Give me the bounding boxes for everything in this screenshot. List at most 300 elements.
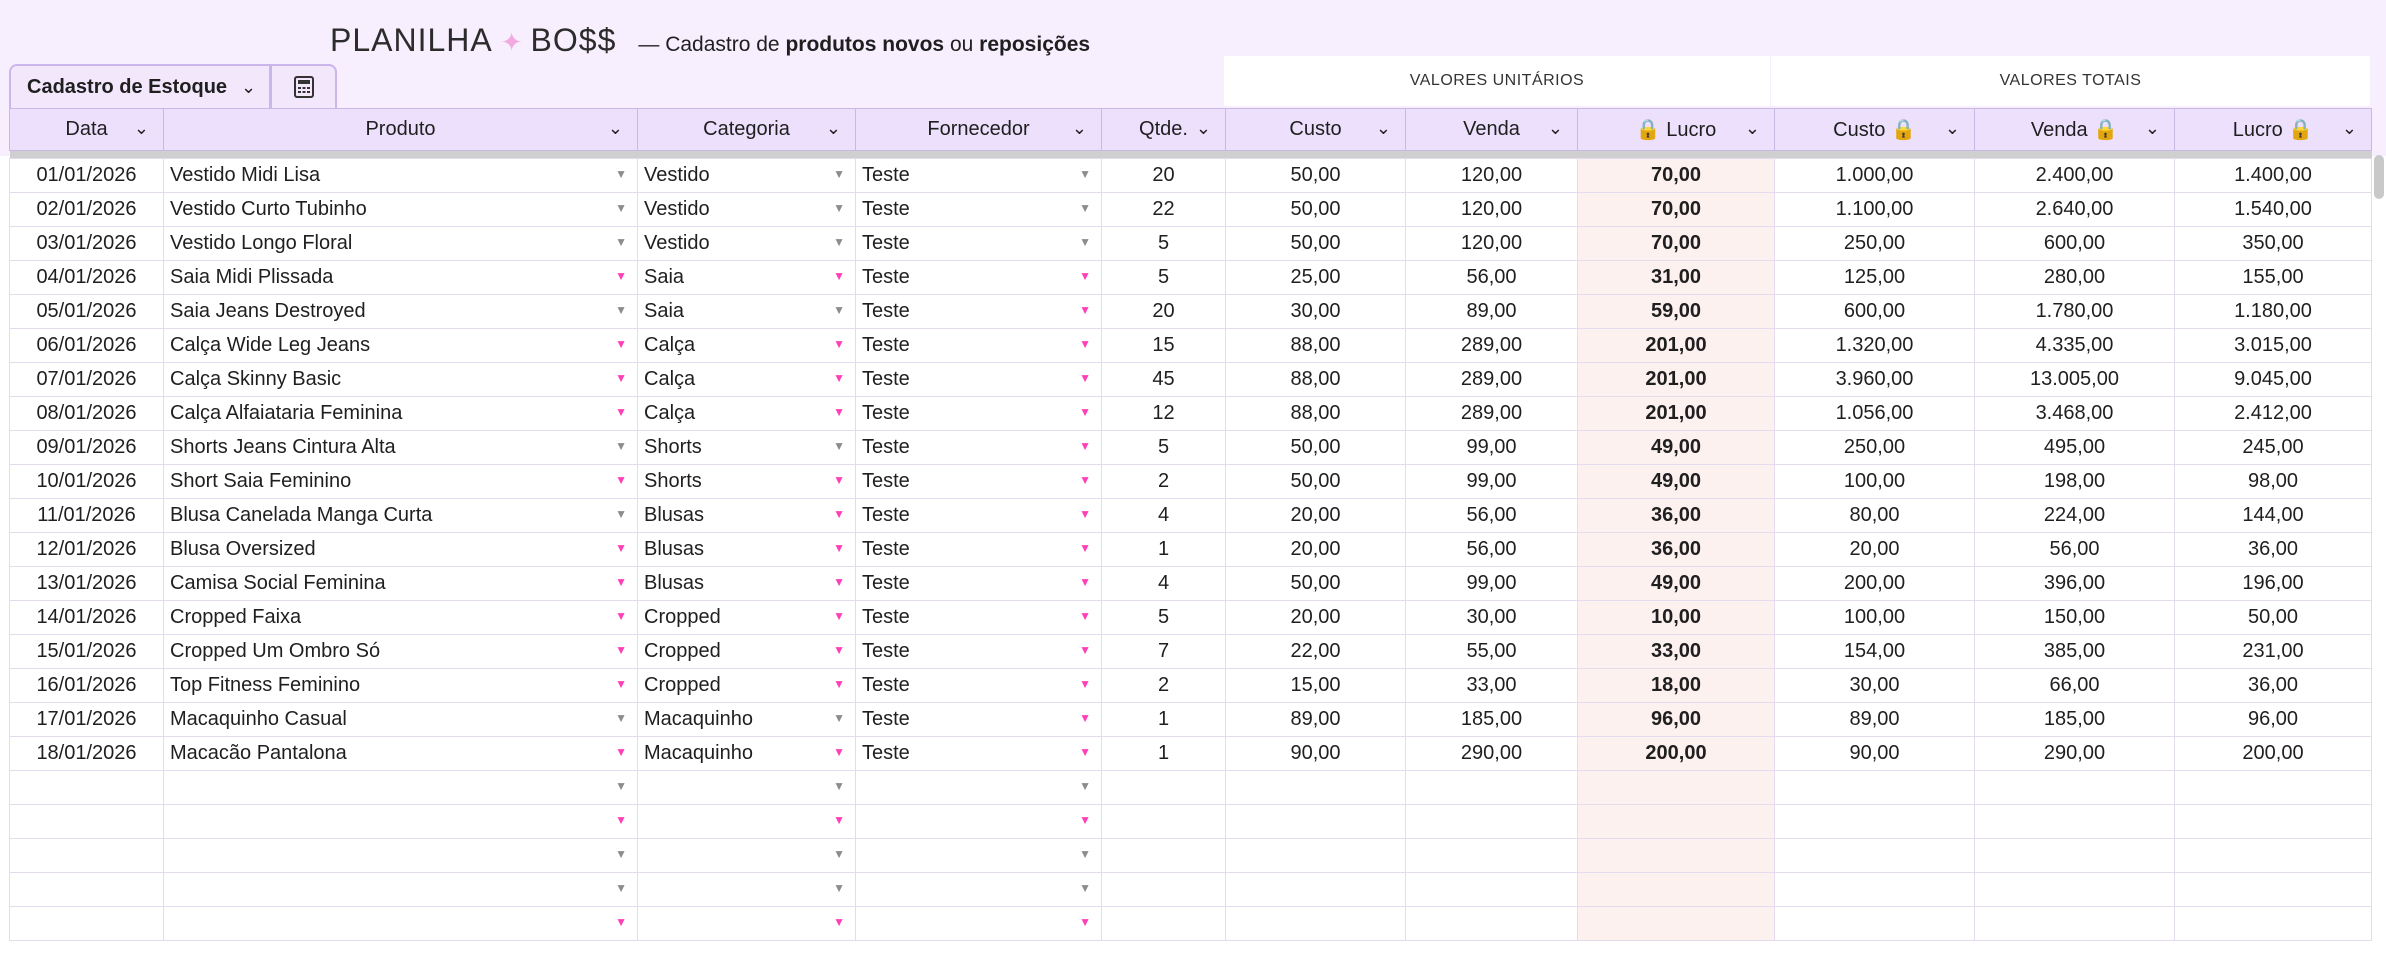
dropdown-arrow-icon[interactable]: ▼ [833,405,845,419]
cell-venda_total[interactable] [1975,873,2175,907]
cell-categoria[interactable] [638,907,856,941]
cell-qtde[interactable] [1102,227,1226,261]
dropdown-arrow-icon[interactable]: ▼ [1079,439,1091,453]
dropdown-arrow-icon[interactable]: ▼ [615,303,627,317]
cell-categoria[interactable] [638,295,856,329]
cell-categoria[interactable] [638,193,856,227]
cell-lucro_total[interactable] [2175,261,2372,295]
cell-produto[interactable] [164,363,638,397]
cell-fornecedor[interactable] [856,363,1102,397]
cell-custo[interactable] [1226,465,1406,499]
cell-fornecedor[interactable] [856,499,1102,533]
cell-venda[interactable] [1406,431,1578,465]
cell-custo_total[interactable] [1775,533,1975,567]
cell-data[interactable] [10,669,164,703]
cell-lucro[interactable] [1578,771,1775,805]
cell-custo[interactable] [1226,329,1406,363]
cell-fornecedor[interactable] [856,839,1102,873]
cell-qtde[interactable] [1102,159,1226,193]
cell-custo_total[interactable] [1775,227,1975,261]
dropdown-arrow-icon[interactable]: ▼ [615,235,627,249]
cell-lucro_total[interactable] [2175,329,2372,363]
dropdown-arrow-icon[interactable]: ▼ [615,507,627,521]
cell-data[interactable] [10,635,164,669]
cell-lucro_total[interactable] [2175,873,2372,907]
cell-produto[interactable] [164,635,638,669]
sheet-tab-estoque[interactable] [9,64,271,108]
cell-data[interactable] [10,805,164,839]
cell-data[interactable] [10,873,164,907]
cell-qtde[interactable] [1102,295,1226,329]
cell-data[interactable] [10,907,164,941]
cell-lucro[interactable] [1578,227,1775,261]
cell-lucro[interactable] [1578,635,1775,669]
cell-data[interactable] [10,329,164,363]
cell-venda_total[interactable] [1975,703,2175,737]
cell-venda[interactable] [1406,771,1578,805]
cell-qtde[interactable] [1102,839,1226,873]
cell-qtde[interactable] [1102,533,1226,567]
dropdown-arrow-icon[interactable]: ▼ [1079,371,1091,385]
column-header-produto[interactable] [164,109,638,151]
dropdown-arrow-icon[interactable]: ▼ [833,337,845,351]
cell-lucro[interactable] [1578,159,1775,193]
cell-qtde[interactable] [1102,261,1226,295]
dropdown-arrow-icon[interactable]: ▼ [1079,745,1091,759]
cell-venda[interactable] [1406,227,1578,261]
dropdown-arrow-icon[interactable]: ▼ [1079,609,1091,623]
filter-chevron-icon[interactable]: ⌄ [1195,118,1211,138]
dropdown-arrow-icon[interactable]: ▼ [1079,269,1091,283]
cell-produto[interactable] [164,465,638,499]
cell-fornecedor[interactable] [856,805,1102,839]
cell-venda_total[interactable] [1975,295,2175,329]
dropdown-arrow-icon[interactable]: ▼ [833,847,845,861]
cell-custo_total[interactable] [1775,295,1975,329]
cell-custo_total[interactable] [1775,703,1975,737]
cell-data[interactable] [10,397,164,431]
cell-custo[interactable] [1226,771,1406,805]
cell-custo_total[interactable] [1775,873,1975,907]
cell-lucro_total[interactable] [2175,499,2372,533]
cell-lucro[interactable] [1578,465,1775,499]
cell-data[interactable] [10,227,164,261]
cell-data[interactable] [10,431,164,465]
cell-venda[interactable] [1406,465,1578,499]
dropdown-arrow-icon[interactable]: ▼ [1079,235,1091,249]
dropdown-arrow-icon[interactable]: ▼ [833,813,845,827]
cell-categoria[interactable] [638,431,856,465]
dropdown-arrow-icon[interactable]: ▼ [1079,507,1091,521]
cell-lucro_total[interactable] [2175,635,2372,669]
cell-fornecedor[interactable] [856,329,1102,363]
cell-venda[interactable] [1406,261,1578,295]
cell-venda[interactable] [1406,363,1578,397]
dropdown-arrow-icon[interactable]: ▼ [1079,915,1091,929]
dropdown-arrow-icon[interactable]: ▼ [615,609,627,623]
cell-produto[interactable] [164,907,638,941]
dropdown-arrow-icon[interactable]: ▼ [833,371,845,385]
cell-custo_total[interactable] [1775,363,1975,397]
cell-produto[interactable] [164,737,638,771]
cell-fornecedor[interactable] [856,703,1102,737]
cell-lucro_total[interactable] [2175,805,2372,839]
cell-lucro_total[interactable] [2175,567,2372,601]
cell-lucro_total[interactable] [2175,533,2372,567]
vertical-scrollbar[interactable] [2374,155,2384,199]
cell-custo[interactable] [1226,601,1406,635]
cell-venda_total[interactable] [1975,193,2175,227]
cell-lucro[interactable] [1578,567,1775,601]
cell-produto[interactable] [164,703,638,737]
cell-venda_total[interactable] [1975,499,2175,533]
cell-custo_total[interactable] [1775,601,1975,635]
cell-produto[interactable] [164,533,638,567]
cell-custo[interactable] [1226,839,1406,873]
dropdown-arrow-icon[interactable]: ▼ [833,439,845,453]
cell-lucro[interactable] [1578,533,1775,567]
column-header-categoria[interactable] [638,109,856,151]
cell-venda[interactable] [1406,499,1578,533]
dropdown-arrow-icon[interactable]: ▼ [833,167,845,181]
cell-data[interactable] [10,567,164,601]
dropdown-arrow-icon[interactable]: ▼ [833,235,845,249]
cell-lucro_total[interactable] [2175,363,2372,397]
dropdown-arrow-icon[interactable]: ▼ [615,575,627,589]
cell-lucro_total[interactable] [2175,295,2372,329]
cell-produto[interactable] [164,431,638,465]
cell-qtde[interactable] [1102,771,1226,805]
cell-qtde[interactable] [1102,703,1226,737]
filter-chevron-icon[interactable]: ⌄ [1547,118,1563,138]
cell-produto[interactable] [164,295,638,329]
dropdown-arrow-icon[interactable]: ▼ [833,915,845,929]
column-header-data[interactable] [10,109,164,151]
dropdown-arrow-icon[interactable]: ▼ [833,269,845,283]
cell-lucro[interactable] [1578,295,1775,329]
cell-venda_total[interactable] [1975,533,2175,567]
cell-produto[interactable] [164,329,638,363]
column-header-lucro_total[interactable] [2175,109,2372,151]
cell-lucro[interactable] [1578,907,1775,941]
cell-lucro[interactable] [1578,669,1775,703]
cell-fornecedor[interactable] [856,635,1102,669]
filter-chevron-icon[interactable]: ⌄ [2341,118,2357,138]
cell-fornecedor[interactable] [856,907,1102,941]
cell-fornecedor[interactable] [856,193,1102,227]
cell-custo_total[interactable] [1775,159,1975,193]
cell-custo_total[interactable] [1775,397,1975,431]
cell-lucro_total[interactable] [2175,465,2372,499]
cell-venda[interactable] [1406,295,1578,329]
dropdown-arrow-icon[interactable]: ▼ [1079,643,1091,657]
cell-custo[interactable] [1226,159,1406,193]
cell-qtde[interactable] [1102,329,1226,363]
cell-venda_total[interactable] [1975,227,2175,261]
cell-categoria[interactable] [638,159,856,193]
cell-lucro_total[interactable] [2175,839,2372,873]
cell-categoria[interactable] [638,363,856,397]
cell-data[interactable] [10,193,164,227]
cell-custo_total[interactable] [1775,567,1975,601]
dropdown-arrow-icon[interactable]: ▼ [615,167,627,181]
dropdown-arrow-icon[interactable]: ▼ [833,473,845,487]
cell-fornecedor[interactable] [856,295,1102,329]
cell-lucro_total[interactable] [2175,601,2372,635]
cell-custo[interactable] [1226,907,1406,941]
cell-lucro[interactable] [1578,431,1775,465]
cell-custo[interactable] [1226,669,1406,703]
cell-lucro_total[interactable] [2175,907,2372,941]
dropdown-arrow-icon[interactable]: ▼ [1079,167,1091,181]
cell-data[interactable] [10,465,164,499]
column-header-qtde[interactable] [1102,109,1226,151]
cell-produto[interactable] [164,839,638,873]
cell-lucro_total[interactable] [2175,669,2372,703]
cell-qtde[interactable] [1102,669,1226,703]
cell-produto[interactable] [164,499,638,533]
cell-venda[interactable] [1406,193,1578,227]
cell-data[interactable] [10,839,164,873]
cell-custo_total[interactable] [1775,737,1975,771]
cell-qtde[interactable] [1102,397,1226,431]
cell-venda[interactable] [1406,601,1578,635]
cell-venda_total[interactable] [1975,159,2175,193]
cell-fornecedor[interactable] [856,533,1102,567]
dropdown-arrow-icon[interactable]: ▼ [833,609,845,623]
cell-venda[interactable] [1406,737,1578,771]
dropdown-arrow-icon[interactable]: ▼ [833,575,845,589]
filter-chevron-icon[interactable]: ⌄ [1375,118,1391,138]
cell-custo[interactable] [1226,567,1406,601]
cell-venda_total[interactable] [1975,567,2175,601]
dropdown-arrow-icon[interactable]: ▼ [615,711,627,725]
cell-data[interactable] [10,737,164,771]
dropdown-arrow-icon[interactable]: ▼ [833,201,845,215]
cell-custo_total[interactable] [1775,261,1975,295]
dropdown-arrow-icon[interactable]: ▼ [1079,677,1091,691]
filter-chevron-icon[interactable]: ⌄ [133,118,149,138]
cell-data[interactable] [10,363,164,397]
cell-venda[interactable] [1406,635,1578,669]
cell-categoria[interactable] [638,873,856,907]
cell-fornecedor[interactable] [856,567,1102,601]
filter-chevron-icon[interactable]: ⌄ [1944,118,1960,138]
cell-categoria[interactable] [638,703,856,737]
cell-venda_total[interactable] [1975,601,2175,635]
cell-lucro_total[interactable] [2175,397,2372,431]
cell-data[interactable] [10,159,164,193]
cell-produto[interactable] [164,873,638,907]
cell-fornecedor[interactable] [856,227,1102,261]
cell-categoria[interactable] [638,397,856,431]
cell-custo_total[interactable] [1775,839,1975,873]
dropdown-arrow-icon[interactable]: ▼ [1079,473,1091,487]
cell-categoria[interactable] [638,227,856,261]
cell-custo[interactable] [1226,703,1406,737]
cell-produto[interactable] [164,159,638,193]
cell-lucro_total[interactable] [2175,431,2372,465]
cell-qtde[interactable] [1102,737,1226,771]
dropdown-arrow-icon[interactable]: ▼ [615,439,627,453]
cell-lucro_total[interactable] [2175,193,2372,227]
cell-venda[interactable] [1406,397,1578,431]
cell-fornecedor[interactable] [856,601,1102,635]
cell-custo[interactable] [1226,295,1406,329]
cell-venda_total[interactable] [1975,465,2175,499]
cell-lucro[interactable] [1578,193,1775,227]
cell-fornecedor[interactable] [856,873,1102,907]
cell-categoria[interactable] [638,669,856,703]
cell-venda_total[interactable] [1975,805,2175,839]
cell-venda[interactable] [1406,839,1578,873]
dropdown-arrow-icon[interactable]: ▼ [833,779,845,793]
cell-categoria[interactable] [638,601,856,635]
column-header-fornecedor[interactable] [856,109,1102,151]
cell-lucro_total[interactable] [2175,703,2372,737]
cell-categoria[interactable] [638,805,856,839]
cell-produto[interactable] [164,193,638,227]
dropdown-arrow-icon[interactable]: ▼ [615,847,627,861]
cell-produto[interactable] [164,261,638,295]
dropdown-arrow-icon[interactable]: ▼ [615,371,627,385]
cell-qtde[interactable] [1102,907,1226,941]
cell-custo[interactable] [1226,499,1406,533]
cell-custo[interactable] [1226,397,1406,431]
cell-fornecedor[interactable] [856,669,1102,703]
cell-produto[interactable] [164,601,638,635]
cell-venda[interactable] [1406,669,1578,703]
cell-fornecedor[interactable] [856,431,1102,465]
cell-custo_total[interactable] [1775,669,1975,703]
dropdown-arrow-icon[interactable]: ▼ [1079,303,1091,317]
dropdown-arrow-icon[interactable]: ▼ [833,677,845,691]
cell-venda_total[interactable] [1975,907,2175,941]
dropdown-arrow-icon[interactable]: ▼ [615,541,627,555]
filter-chevron-icon[interactable]: ⌄ [1071,118,1087,138]
cell-lucro[interactable] [1578,329,1775,363]
dropdown-arrow-icon[interactable]: ▼ [615,405,627,419]
cell-categoria[interactable] [638,465,856,499]
cell-fornecedor[interactable] [856,465,1102,499]
dropdown-arrow-icon[interactable]: ▼ [833,507,845,521]
dropdown-arrow-icon[interactable]: ▼ [615,201,627,215]
cell-custo[interactable] [1226,533,1406,567]
cell-custo[interactable] [1226,261,1406,295]
dropdown-arrow-icon[interactable]: ▼ [1079,201,1091,215]
cell-venda[interactable] [1406,703,1578,737]
cell-lucro[interactable] [1578,703,1775,737]
cell-fornecedor[interactable] [856,737,1102,771]
dropdown-arrow-icon[interactable]: ▼ [833,303,845,317]
dropdown-arrow-icon[interactable]: ▼ [615,337,627,351]
cell-custo[interactable] [1226,737,1406,771]
cell-categoria[interactable] [638,261,856,295]
cell-qtde[interactable] [1102,805,1226,839]
cell-custo[interactable] [1226,227,1406,261]
cell-venda[interactable] [1406,533,1578,567]
cell-qtde[interactable] [1102,465,1226,499]
cell-venda[interactable] [1406,907,1578,941]
dropdown-arrow-icon[interactable]: ▼ [615,473,627,487]
cell-lucro[interactable] [1578,499,1775,533]
dropdown-arrow-icon[interactable]: ▼ [1079,779,1091,793]
cell-lucro[interactable] [1578,805,1775,839]
filter-chevron-icon[interactable]: ⌄ [607,118,623,138]
cell-lucro[interactable] [1578,363,1775,397]
cell-venda_total[interactable] [1975,431,2175,465]
dropdown-arrow-icon[interactable]: ▼ [833,745,845,759]
cell-fornecedor[interactable] [856,397,1102,431]
cell-lucro[interactable] [1578,601,1775,635]
cell-lucro_total[interactable] [2175,227,2372,261]
dropdown-arrow-icon[interactable]: ▼ [615,677,627,691]
cell-data[interactable] [10,601,164,635]
filter-chevron-icon[interactable]: ⌄ [825,118,841,138]
cell-categoria[interactable] [638,499,856,533]
cell-produto[interactable] [164,397,638,431]
cell-produto[interactable] [164,771,638,805]
cell-produto[interactable] [164,567,638,601]
dropdown-arrow-icon[interactable]: ▼ [615,745,627,759]
cell-custo_total[interactable] [1775,635,1975,669]
dropdown-arrow-icon[interactable]: ▼ [1079,881,1091,895]
cell-custo[interactable] [1226,805,1406,839]
cell-categoria[interactable] [638,737,856,771]
cell-data[interactable] [10,703,164,737]
cell-custo_total[interactable] [1775,907,1975,941]
cell-custo[interactable] [1226,635,1406,669]
cell-qtde[interactable] [1102,499,1226,533]
cell-venda[interactable] [1406,159,1578,193]
cell-venda[interactable] [1406,329,1578,363]
cell-data[interactable] [10,295,164,329]
cell-qtde[interactable] [1102,363,1226,397]
dropdown-arrow-icon[interactable]: ▼ [1079,813,1091,827]
dropdown-arrow-icon[interactable]: ▼ [1079,847,1091,861]
column-header-venda_total[interactable] [1975,109,2175,151]
column-header-venda[interactable] [1406,109,1578,151]
cell-custo[interactable] [1226,193,1406,227]
dropdown-arrow-icon[interactable]: ▼ [1079,405,1091,419]
cell-data[interactable] [10,771,164,805]
cell-fornecedor[interactable] [856,771,1102,805]
cell-qtde[interactable] [1102,431,1226,465]
cell-custo_total[interactable] [1775,465,1975,499]
cell-custo[interactable] [1226,363,1406,397]
cell-custo_total[interactable] [1775,193,1975,227]
column-header-lucro[interactable] [1578,109,1775,151]
cell-categoria[interactable] [638,635,856,669]
cell-lucro[interactable] [1578,873,1775,907]
cell-categoria[interactable] [638,839,856,873]
dropdown-arrow-icon[interactable]: ▼ [833,711,845,725]
cell-lucro[interactable] [1578,737,1775,771]
cell-custo_total[interactable] [1775,329,1975,363]
cell-produto[interactable] [164,805,638,839]
cell-custo[interactable] [1226,431,1406,465]
cell-qtde[interactable] [1102,193,1226,227]
column-header-custo_total[interactable] [1775,109,1975,151]
dropdown-arrow-icon[interactable]: ▼ [833,643,845,657]
cell-qtde[interactable] [1102,601,1226,635]
cell-venda_total[interactable] [1975,261,2175,295]
cell-venda_total[interactable] [1975,635,2175,669]
dropdown-arrow-icon[interactable]: ▼ [615,881,627,895]
dropdown-arrow-icon[interactable]: ▼ [1079,541,1091,555]
cell-lucro_total[interactable] [2175,771,2372,805]
dropdown-arrow-icon[interactable]: ▼ [615,813,627,827]
